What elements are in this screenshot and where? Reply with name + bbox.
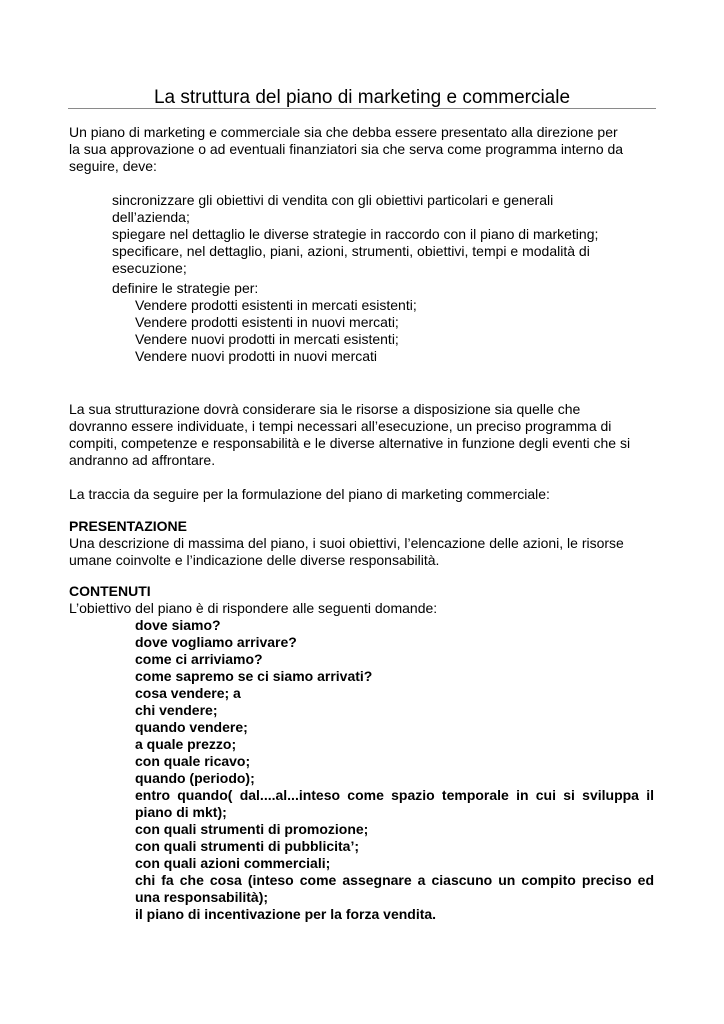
question-item: come sapremo se ci siamo arrivati? [135,668,373,684]
strategy-list [135,297,635,365]
title-underline [68,108,656,109]
duty-item: spiegare nel dettaglio le diverse strategie in raccordo con il piano di marketing; [112,226,599,242]
document-title: La struttura del piano di marketing e commerciale [153,87,571,108]
question-item: chi vendere; [135,702,218,718]
question-item: con quali strumenti di promozione; [135,821,369,837]
duty-item: sincronizzare gli obiettivi di vendita con gli obiettivi particolari e generali dell’azienda; [112,192,554,225]
strategy-item: Vendere prodotti esistenti in nuovi mercati; [135,314,399,330]
duty-item: specificare, nel dettaglio, piani, azioni, strumenti, obiettivi, tempi e modalità di esecuzione; [112,243,590,276]
structuring-paragraph: La sua strutturazione dovrà considerare sia le risorse a disposizione sia quelle che dovranno essere individuate, i tempi necessari all’esecuzione, un preciso programma di compiti, competenze e responsabilità e le diverse alternative in funzione degli eventi che si andranno ad affrontare. [69,401,631,468]
question-item: come ci arriviamo? [135,651,263,667]
question-item: dove vogliamo arrivare? [135,634,297,650]
strategy-item: Vendere prodotti esistenti in mercati esistenti; [135,297,417,313]
question-item: quando vendere; [135,719,248,735]
duty-item: definire le strategie per: [112,280,259,296]
question-item: con quali strumenti di pubblicita’; [135,838,360,854]
contents-text: L’obiettivo del piano è di rispondere alle seguenti domande: [69,600,438,616]
question-item: dove siamo? [135,617,221,633]
presentation-heading: PRESENTAZIONE [69,518,187,534]
presentation-text: Una descrizione di massima del piano, i suoi obiettivi, l’elencazione delle azioni, le risorse umane coinvolte e l’indicazione delle diverse responsabilità. [69,535,624,568]
question-item: entro quando( dal....al...inteso come spazio temporale in cui si sviluppa il piano di mkt); [135,787,654,820]
question-item: chi fa che cosa (inteso come assegnare a ciascuno un compito preciso ed una responsabilità); [135,872,654,905]
question-item: con quali azioni commerciali; [135,855,331,871]
strategy-item: Vendere nuovi prodotti in nuovi mercati [135,348,378,364]
question-item: cosa vendere; a [135,685,241,701]
question-item: il piano di incentivazione per la forza vendita. [135,906,437,922]
questions-list [135,617,654,923]
question-item: con quale ricavo; [135,753,251,769]
outline-intro: La traccia da seguire per la formulazione del piano di marketing commerciale: [69,486,550,502]
intro-paragraph: Un piano di marketing e commerciale sia che debba essere presentato alla direzione per la sua approvazione o ad eventuali finanziatori sia che serva come programma interno da seguire, deve: [69,124,624,174]
question-item: quando (periodo); [135,770,255,786]
strategy-item: Vendere nuovi prodotti in mercati esistenti; [135,331,399,347]
question-item: a quale prezzo; [135,736,237,752]
contents-heading: CONTENUTI [69,583,151,599]
